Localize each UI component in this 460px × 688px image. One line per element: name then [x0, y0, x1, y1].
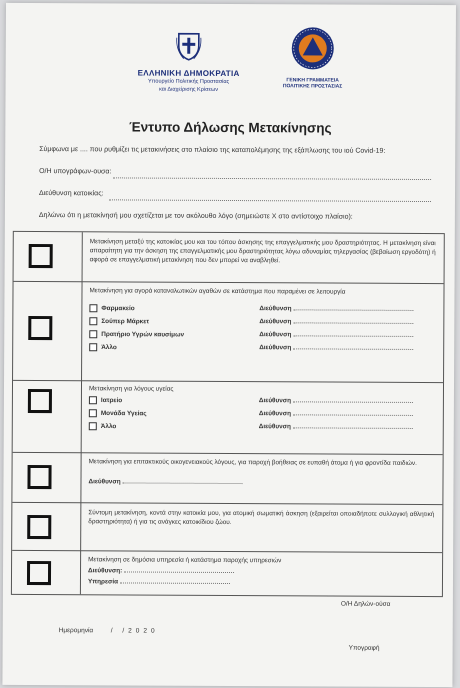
public-service-checkbox[interactable]: [27, 561, 51, 585]
legal-basis-text: Σύμφωνα με .... που ρυθμίζει τις μετακινήσεις στο πλαίσιο της καταπολέμησης της εξάπλωσης του ιού Covid-19:: [39, 145, 386, 155]
date-value[interactable]: / /2020: [110, 627, 159, 635]
family-checkbox[interactable]: [27, 465, 51, 489]
option-other-health[interactable]: Άλλο: [89, 422, 117, 430]
signature-label: Υπογραφή: [348, 644, 380, 652]
family-reason-text: Μετακίνηση για επιτακτικούς οικογενειακούς λόγους, για παροχή βοήθειας σε ευπαθή άτομα ή για φροντίδα παιδιών.: [88, 458, 417, 467]
health-unit-address[interactable]: Διεύθυνση: [259, 410, 413, 418]
public-service-address[interactable]: Διεύθυνση:: [88, 567, 234, 575]
reasons-table: [11, 231, 445, 597]
civil-protection-logo-icon: [291, 26, 335, 70]
general-secretariat-line1: ΓΕΝΙΚΗ ΓΡΑΜΜΑΤΕΙΑ: [286, 77, 339, 84]
reason-row-work: [14, 232, 444, 283]
ministry-header: [124, 31, 254, 94]
doctor-address[interactable]: Διεύθυνση: [259, 397, 413, 405]
exercise-checkbox[interactable]: [27, 515, 51, 539]
home-address-label: Διεύθυνση κατοικίας:: [38, 189, 104, 198]
ministry-country-title: ΕΛΛΗΝΙΚΗ ΔΗΜΟΚΡΑΤΙΑ: [137, 68, 240, 79]
other-health-checkbox[interactable]: [89, 422, 97, 430]
declaration-statement: Δηλώνω ότι η μετακίνησή μου σχετίζεται με τον ακόλουθο λόγο (σημειώστε Χ στο αντίστοιχο πλαίσιο):: [38, 211, 353, 221]
declaration-form-page: [2, 3, 456, 687]
date-label: Ημερομηνία: [58, 627, 94, 635]
supermarket-address[interactable]: Διεύθυνση: [259, 318, 413, 326]
option-health-unit[interactable]: Μονάδα Υγείας: [89, 409, 147, 417]
reason-row-shopping: [13, 281, 444, 383]
work-reason-text: Μετακίνηση μεταξύ της κατοικίας μου και του τόπου άσκησης της επαγγελματικής μου δραστηριότητας. Η μετακίνηση είναι απαραίτητη για την άσκηση της επαγγελματικής μου δραστηριότητας λόγω αδυναμίας τηλεργασίας (βεβαίωση εργοδότη) ή αφορά σε επαγγελματική μετακίνηση που δεν μπορεί να αναβληθεί.: [89, 238, 436, 265]
exercise-reason-text: Σύντομη μετακίνηση, κοντά στην κατοικία μου, για ατομική σωματική άσκηση (εξαιρείται οποιαδήποτε συλλογική αθλητική δραστηριότητα) ή για τις ανάγκες κατοικίδιου ζώου.: [88, 509, 435, 527]
doctor-checkbox[interactable]: [89, 396, 97, 404]
reason-row-health: [13, 380, 443, 455]
work-checkbox[interactable]: [29, 244, 53, 268]
fuel-station-address[interactable]: Διεύθυνση: [259, 331, 413, 339]
civil-protection-header: [274, 26, 352, 89]
reason-row-family: [12, 452, 442, 505]
option-doctor[interactable]: Ιατρείο: [89, 396, 122, 404]
declarant-label: Ο/Η Δηλών-ούσα: [340, 600, 391, 608]
reason-row-public-service: [12, 550, 442, 597]
pharmacy-address[interactable]: Διεύθυνση: [259, 305, 413, 313]
option-pharmacy[interactable]: Φαρμακείο: [89, 304, 134, 312]
public-service-name[interactable]: Υπηρεσία: [88, 578, 230, 586]
family-address[interactable]: Διεύθυνση: [88, 478, 242, 486]
ministry-name-line2: και Διαχείρισης Κρίσεων: [159, 86, 218, 93]
health-checkbox[interactable]: [28, 389, 52, 413]
health-reason-title: Μετακίνηση για λόγους υγείας: [88, 385, 174, 393]
public-service-reason-text: Μετακίνηση σε δημόσια υπηρεσία ή κατάστημα παροχής υπηρεσιών: [88, 556, 282, 565]
shopping-checkbox[interactable]: [28, 316, 52, 340]
fuel-station-checkbox[interactable]: [89, 330, 97, 338]
option-other-shop[interactable]: Άλλο: [89, 343, 117, 351]
pharmacy-checkbox[interactable]: [89, 304, 97, 312]
reason-row-exercise: [12, 502, 442, 553]
signer-name-field[interactable]: [113, 177, 431, 180]
supermarket-checkbox[interactable]: [89, 317, 97, 325]
home-address-field[interactable]: [109, 199, 431, 202]
other-shop-address[interactable]: Διεύθυνση: [259, 344, 413, 352]
ministry-name-line1: Υπουργείο Πολιτικής Προστασίας: [147, 78, 230, 85]
form-title: Έντυπο Δήλωσης Μετακίνησης: [129, 119, 332, 136]
other-health-address[interactable]: Διεύθυνση: [259, 423, 413, 431]
general-secretariat-line2: ΠΟΛΙΤΙΚΗΣ ΠΡΟΣΤΑΣΙΑΣ: [282, 83, 343, 90]
other-shop-checkbox[interactable]: [89, 343, 97, 351]
greek-emblem-icon: [176, 32, 202, 62]
health-unit-checkbox[interactable]: [89, 409, 97, 417]
option-fuel-station[interactable]: Πρατήριο Υγρών καυσίμων: [89, 330, 184, 338]
option-supermarket[interactable]: Σούπερ Μάρκετ: [89, 317, 149, 325]
shopping-reason-title: Μετακίνηση για αγορά καταναλωτικών αγαθών σε κατάστημα που παραμένει σε λειτουργία: [89, 287, 346, 296]
signer-label: Ο/Η υπογράφων-ουσα:: [39, 167, 112, 176]
